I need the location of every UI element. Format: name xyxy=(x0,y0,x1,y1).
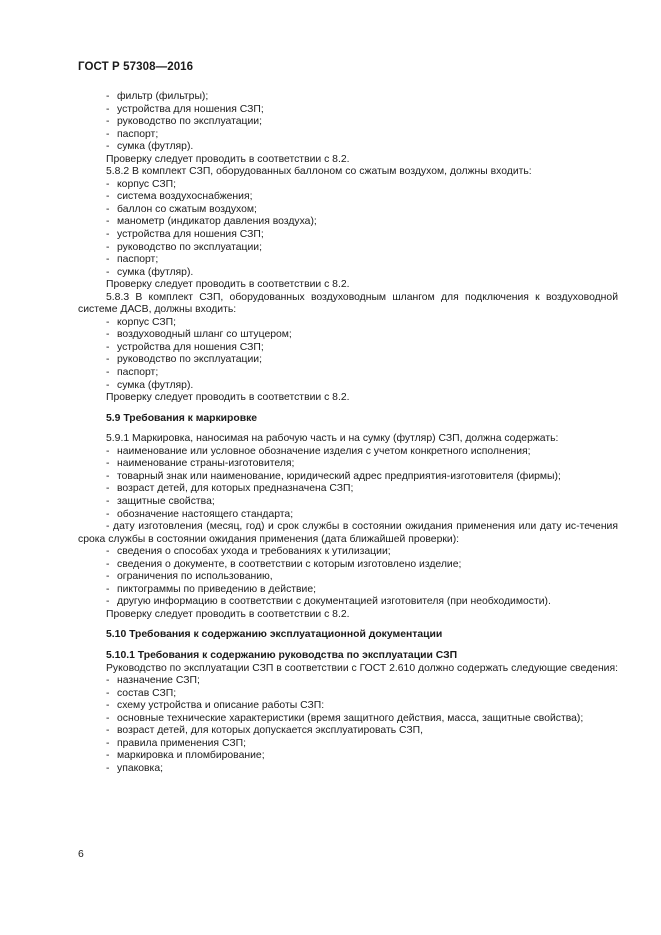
document-body xyxy=(78,91,618,775)
list-item: - упаковка; xyxy=(78,763,618,776)
list-item: - фильтр (фильтры); xyxy=(78,91,618,104)
list-item: - руководство по эксплуатации; xyxy=(78,116,618,129)
section-heading: 5.10 Требования к содержанию эксплуатационной документации xyxy=(106,629,443,641)
page-number: 6 xyxy=(78,849,84,860)
list-item: - устройства для ношения СЗП; xyxy=(78,104,618,117)
list-item: - манометр (индикатор давления воздуха); xyxy=(78,216,618,229)
list-item: - маркировка и пломбирование; xyxy=(78,750,618,763)
section-gap xyxy=(78,642,618,650)
list-item: - корпус СЗП; xyxy=(78,317,618,330)
list-item: - устройства для ношения СЗП; xyxy=(78,342,618,355)
list-item: - руководство по эксплуатации; xyxy=(78,354,618,367)
list-item: - схему устройства и описание работы СЗП: xyxy=(78,700,618,713)
list-item: - защитные свойства; xyxy=(78,496,618,509)
list-item: - возраст детей, для которых предназначена СЗП; xyxy=(78,483,618,496)
list-item: - ограничения по использованию, xyxy=(78,571,618,584)
list-item: - наименование страны-изготовителя; xyxy=(78,458,618,471)
standard-header: ГОСТ Р 57308—2016 xyxy=(78,61,194,73)
list-item: - сумка (футляр). xyxy=(78,267,618,280)
list-item: - основные технические характеристики (время защитного действия, масса, защитные свойства); xyxy=(78,713,618,726)
list-item: - состав СЗП; xyxy=(78,688,618,701)
paragraph: 5.8.3 В комплект СЗП, оборудованных воздуховодным шлангом для подключения к воздуховодной системе ДАСВ, должны входить: xyxy=(78,291,618,316)
list-item: - устройства для ношения СЗП; xyxy=(78,229,618,242)
list-item: - сведения о документе, в соответствии с которым изготовлено изделие; xyxy=(78,559,618,572)
list-item: - назначение СЗП; xyxy=(78,675,618,688)
list-item: - паспорт; xyxy=(78,367,618,380)
list-item: - баллон со сжатым воздухом; xyxy=(78,204,618,217)
list-item: - товарный знак или наименование, юридический адрес предприятия-изготовителя (фирмы); xyxy=(78,471,618,484)
list-item: - корпус СЗП; xyxy=(78,179,618,192)
list-item: - другую информацию в соответствии с документацией изготовителя (при необходимости). xyxy=(78,596,618,609)
section-gap xyxy=(78,405,618,413)
paragraph: 5.8.2 В комплект СЗП, оборудованных баллоном со сжатым воздухом, должны входить: xyxy=(106,166,532,178)
list-item: - сумка (футляр). xyxy=(78,141,618,154)
section-heading: 5.9 Требования к маркировке xyxy=(106,412,258,424)
list-item: - паспорт; xyxy=(78,129,618,142)
list-item: - обозначение настоящего стандарта; xyxy=(78,509,618,522)
list-item: - возраст детей, для которых допускается эксплуатировать СЗП, xyxy=(78,725,618,738)
list-item: - дату изготовления (месяц, год) и срок службы в состоянии ожидания применения или дату ис-течения срока службы в состоянии ожидания применения (дата ближайшей проверки): xyxy=(78,521,618,545)
list-item: - воздуховодный шланг со штуцером; xyxy=(78,329,618,342)
list-item: - правила применения СЗП; xyxy=(78,738,618,751)
paragraph: Проверку следует проводить в соответствии с 8.2. xyxy=(106,392,350,404)
list-item: - сведения о способах ухода и требованиях к утилизации; xyxy=(78,546,618,559)
list-item: - руководство по эксплуатации; xyxy=(78,242,618,255)
list-item: - наименование или условное обозначение изделия с учетом конкретного исполнения; xyxy=(78,446,618,459)
paragraph: Проверку следует проводить в соответствии с 8.2. xyxy=(106,279,350,291)
section-heading: 5.10.1 Требования к содержанию руководства по эксплуатации СЗП xyxy=(106,649,458,661)
paragraph: Руководство по эксплуатации СЗП в соответствии с ГОСТ 2.610 должно содержать следующие сведения: xyxy=(106,662,619,674)
list-item: - система воздухоснабжения; xyxy=(78,191,618,204)
list-item: - паспорт; xyxy=(78,254,618,267)
list-item: - пиктограммы по приведению в действие; xyxy=(78,584,618,597)
list-item: - сумка (футляр). xyxy=(78,380,618,393)
paragraph: Проверку следует проводить в соответствии с 8.2. xyxy=(106,608,350,620)
paragraph: Проверку следует проводить в соответствии с 8.2. xyxy=(106,153,350,165)
paragraph: 5.9.1 Маркировка, наносимая на рабочую часть и на сумку (футляр) СЗП, должна содержать: xyxy=(106,433,559,445)
